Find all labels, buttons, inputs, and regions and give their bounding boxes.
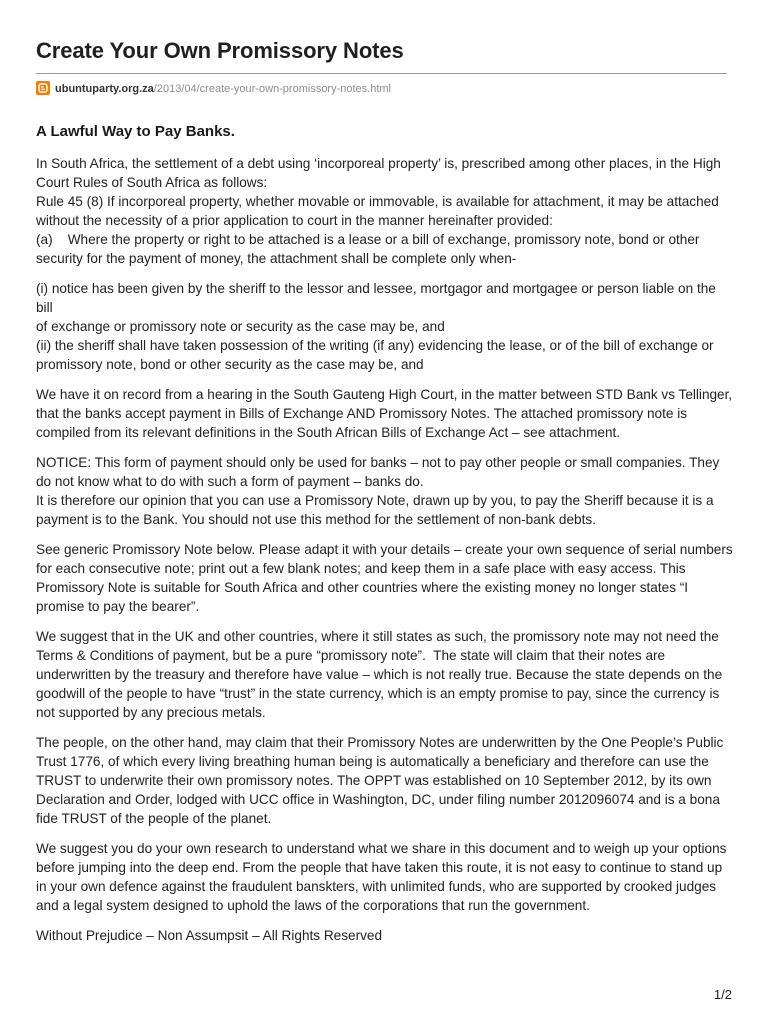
paragraph-line: We suggest you do your own research to understand what we share in this document and to weigh up your options — [36, 841, 727, 856]
paragraph-line: Trust 1776, of which every living breathing human being is automatically a beneficiary and therefore can use the — [36, 754, 709, 769]
paragraph-line: in your own defence against the fraudulent banskters, with unlimited funds, who are supported by crooked judges — [36, 879, 717, 894]
paragraph — [36, 279, 736, 374]
paragraph — [36, 385, 736, 442]
paragraph-line: (i) notice has been given by the sheriff to the lessor and lessee, mortgagor and mortgagee or person liable on the bill — [36, 281, 716, 315]
paragraph-line: Declaration and Order, lodged with UCC office in Washington, DC, under filing number 2012096074 and is a bona — [36, 792, 720, 807]
paragraph-line: of exchange or promissory note or security as the case may be, and — [36, 319, 445, 334]
section-heading: A Lawful Way to Pay Banks. — [36, 123, 235, 140]
paragraph — [36, 733, 736, 828]
paragraph — [36, 540, 736, 616]
title-divider — [36, 73, 727, 74]
blogger-icon — [36, 81, 50, 95]
paragraph-line: for each consecutive note; print out a few blank notes; and keep them in a safe place with easy access. This — [36, 561, 686, 576]
paragraph-line: Without Prejudice – Non Assumpsit – All Rights Reserved — [36, 928, 383, 943]
source-path[interactable]: /2013/04/create-your-own-promissory-notes.html — [153, 83, 392, 95]
paragraph-line: Promissory Note is suitable for South Africa and other countries where the existing money no longer states “I — [36, 580, 689, 595]
article-body — [36, 121, 736, 956]
paragraph-line: See generic Promissory Note below. Please adapt it with your details – create your own sequence of serial numbers — [36, 542, 733, 557]
paragraph — [36, 453, 736, 529]
paragraph-line: payment is to the Bank. You should not use this method for the settlement of non-bank debts. — [36, 512, 596, 527]
paragraph — [36, 839, 736, 915]
page-title: Create Your Own Promissory Notes — [36, 38, 404, 63]
paragraph-line: compiled from its relevant definitions in the South African Bills of Exchange Act – see attachment. — [36, 425, 621, 440]
paragraph-line: underwritten by the treasury and therefore have value – which is not really true. Because the state depends on the — [36, 667, 723, 682]
paragraph-line: The people, on the other hand, may claim that their Promissory Notes are underwritten by the One People’s Public — [36, 735, 724, 750]
paragraph-line: (a) Where the property or right to be attached is a lease or a bill of exchange, promissory note, bond or other — [36, 232, 700, 247]
paragraph-line: that the banks accept payment in Bills of Exchange AND Promissory Notes. The attached promissory note is — [36, 406, 688, 421]
paragraph-line: and a legal system designed to uphold the laws of the corporations that run the government. — [36, 898, 590, 913]
paragraph-line: security for the payment of money, the attachment shall be complete only when- — [36, 251, 517, 266]
source-link[interactable] — [36, 81, 391, 97]
paragraph-line: (ii) the sheriff shall have taken possession of the writing (if any) evidencing the lease, or of the bill of exchange or — [36, 338, 714, 353]
paragraph-line: We have it on record from a hearing in the South Gauteng High Court, in the matter between STD Bank vs Tellinger, — [36, 387, 733, 402]
paragraph-line: without the necessity of a prior application to court in the manner hereinafter provided: — [36, 213, 553, 228]
paragraph — [36, 926, 736, 945]
paragraph-line: It is therefore our opinion that you can use a Promissory Note, drawn up by you, to pay the Sheriff because it is a — [36, 493, 714, 508]
paragraph — [36, 154, 736, 268]
paragraph-line: We suggest that in the UK and other countries, where it still states as such, the promissory note may not need the — [36, 629, 719, 644]
paragraph-line: promise to pay the bearer”. — [36, 599, 200, 614]
page-number: 1/2 — [713, 987, 732, 1002]
paragraph — [36, 627, 736, 722]
paragraph-line: NOTICE: This form of payment should only be used for banks – not to pay other people or small companies. They — [36, 455, 720, 470]
source-domain[interactable]: ubuntuparty.org.za — [55, 83, 154, 95]
paragraph-line: promissory note, bond or other security as the case may be, and — [36, 357, 424, 372]
paragraph-line: Rule 45 (8) If incorporeal property, whether movable or immovable, is available for attachment, it may be attached — [36, 194, 719, 209]
paragraph-line: fide TRUST of the people of the planet. — [36, 811, 272, 826]
paragraph-line: In South Africa, the settlement of a debt using ‘incorporeal property’ is, prescribed among other places, in the High — [36, 156, 721, 171]
paragraph-list — [36, 154, 736, 945]
paragraph-line: before jumping into the deep end. From the people that have taken this route, it is not easy to continue to stand up — [36, 860, 723, 875]
paragraph-line: TRUST to underwrite their own promissory notes. The OPPT was established on 10 September 2012, by its own — [36, 773, 712, 788]
paragraph-line: do not know what to do with such a form of payment – banks do. — [36, 474, 424, 489]
paragraph-line: Terms & Conditions of payment, but be a pure “promissory note”. The state will claim that their notes are — [36, 648, 666, 663]
paragraph-line: not supported by any precious metals. — [36, 705, 266, 720]
paragraph-line: goodwill of the people to have “trust” in the state currency, which is an empty promise to pay, since the currency is — [36, 686, 720, 701]
paragraph-line: Court Rules of South Africa as follows: — [36, 175, 268, 190]
